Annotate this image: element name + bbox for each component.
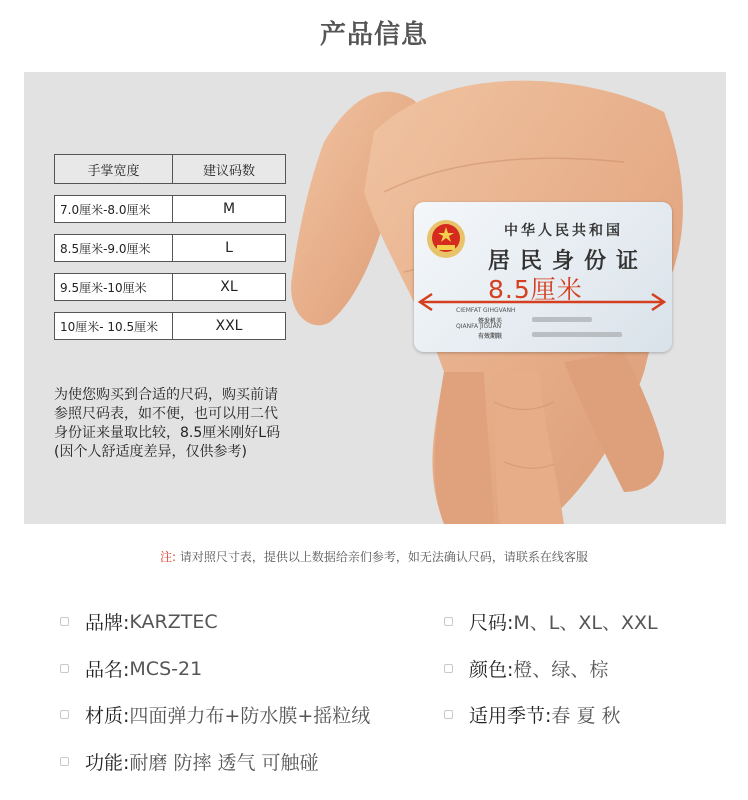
- square-bullet-icon: [444, 710, 453, 719]
- spec-label: 适用季节:: [469, 705, 552, 727]
- square-bullet-icon: [60, 617, 69, 626]
- notice-text: 请对照尺寸表，提供以上数据给亲们参考，如无法确认尺码，请联系在线客服: [179, 550, 588, 564]
- card-small-line: CIEMFAT GIHGVANH: [456, 307, 516, 314]
- size-cell: XXL: [215, 318, 243, 334]
- redacted-field: [532, 317, 592, 322]
- page-title: 产品信息: [319, 20, 428, 50]
- size-note-line: 为使您购买到合适的尺码，购买前请: [54, 387, 278, 403]
- spec-color: [444, 655, 608, 682]
- spec-value: KARZTEC: [129, 610, 218, 633]
- spec-season: [444, 701, 621, 728]
- table-row: [54, 312, 286, 340]
- square-bullet-icon: [60, 757, 69, 766]
- card-country: 中华人民共和国: [504, 223, 623, 239]
- card-issuer-label: 签发机关: [478, 318, 503, 325]
- square-bullet-icon: [60, 664, 69, 673]
- header-size: 建议码数: [202, 163, 255, 179]
- spec-brand: [60, 608, 218, 635]
- redacted-field: [532, 332, 622, 337]
- spec-label: 颜色:: [469, 659, 514, 681]
- spec-product-name: [60, 655, 202, 682]
- size-cell: L: [225, 240, 233, 256]
- spec-label: 材质:: [85, 705, 130, 727]
- square-bullet-icon: [444, 617, 453, 626]
- card-title: 居民身份证: [488, 248, 649, 274]
- card-issuer-latin: QIANFA JIGUAN: [456, 323, 502, 330]
- size-table: [54, 154, 286, 351]
- size-note-line: (因个人舒适度差异，仅供参考): [54, 444, 247, 460]
- size-note-line: 身份证来量取比较，8.5厘米刚好L码: [54, 425, 281, 441]
- id-card: [414, 202, 672, 352]
- national-emblem-icon: [426, 218, 466, 260]
- table-row: [54, 234, 286, 262]
- square-bullet-icon: [60, 710, 69, 719]
- palm-width-cell: 7.0厘米-8.0厘米: [55, 196, 173, 222]
- table-row: [54, 195, 286, 223]
- spec-label: 功能:: [85, 752, 130, 774]
- spec-value: MCS-21: [129, 657, 203, 680]
- size-cell: M: [222, 201, 236, 217]
- spec-function: [60, 748, 319, 775]
- header-palm-width: 手掌宽度: [55, 155, 173, 183]
- spec-value: 春 夏 秋: [551, 705, 621, 727]
- spec-value: M、L、XL、XXL: [513, 612, 658, 634]
- double-arrow-icon: [24, 292, 726, 312]
- size-notice: [0, 548, 748, 565]
- palm-width-cell: 10厘米- 10.5厘米: [55, 313, 173, 339]
- card-validity-row: [456, 331, 502, 340]
- size-note: [54, 386, 354, 462]
- size-table-header: [54, 154, 286, 184]
- card-measurement: 8.5厘米: [488, 275, 583, 304]
- spec-material: [60, 701, 370, 728]
- spec-value: 橙、绿、棕: [513, 659, 609, 681]
- spec-label: 品牌:: [85, 612, 130, 634]
- spec-value: 耐磨 防摔 透气 可触碰: [129, 752, 319, 774]
- spec-size: [444, 608, 658, 635]
- notice-prefix: 注:: [160, 550, 177, 564]
- palm-width-cell: 9.5厘米-10厘米: [55, 274, 173, 300]
- size-note-line: 参照尺码表，如不便，也可以用二代: [54, 406, 278, 422]
- square-bullet-icon: [444, 664, 453, 673]
- palm-width-cell: 8.5厘米-9.0厘米: [55, 235, 173, 261]
- size-cell: XL: [220, 279, 238, 295]
- spec-label: 尺码:: [469, 612, 514, 634]
- card-validity-label: 有效期限: [478, 333, 503, 340]
- spec-label: 品名:: [85, 659, 130, 681]
- spec-value: 四面弹力布+防水膜+摇粒绒: [129, 705, 371, 727]
- size-guide-panel: [24, 72, 726, 524]
